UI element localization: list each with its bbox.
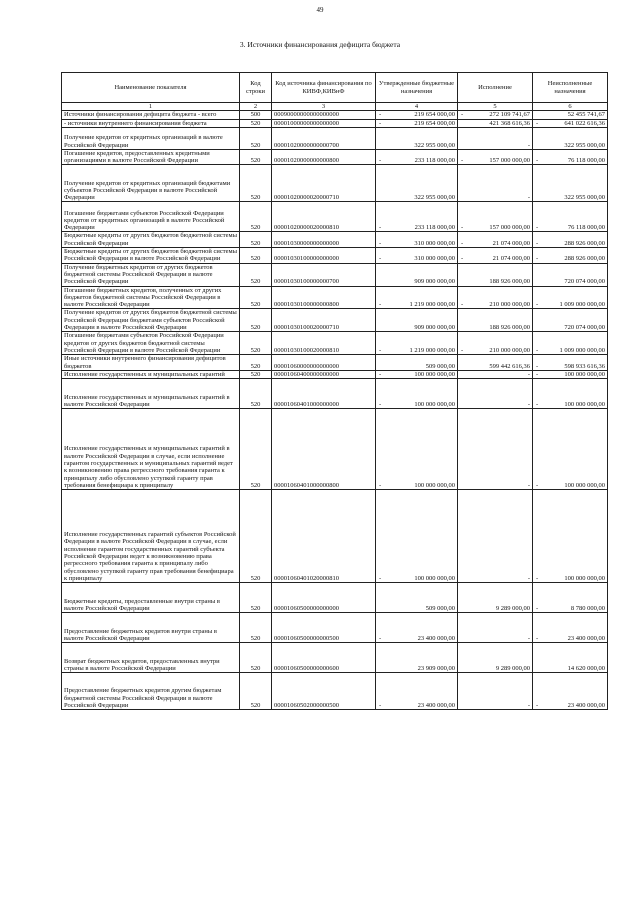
executed-amount: [458, 355, 533, 371]
amount-value: 100 000 000,00: [564, 370, 605, 378]
line-code: 520: [240, 248, 272, 264]
amount-value: -: [527, 194, 530, 202]
table-row: [62, 165, 608, 202]
amount-value: 23 400 000,00: [417, 701, 455, 709]
unexecuted-amount: [533, 613, 608, 643]
amount-value: 598 933 616,36: [564, 362, 605, 370]
minus-sign: -: [379, 346, 382, 354]
minus-sign: -: [461, 346, 464, 354]
source-code: 00001060401000000000: [272, 379, 376, 409]
minus-sign: -: [536, 400, 539, 408]
amount-value: 641 022 616,36: [564, 119, 605, 127]
approved-amount: [376, 149, 458, 165]
table-row: [62, 332, 608, 355]
executed-amount: [458, 248, 533, 264]
table-row: [62, 232, 608, 248]
section-title: 3. Источники финансирования дефицита бюджета: [239, 40, 401, 49]
amount-value: 188 926 000,00: [489, 278, 530, 286]
amount-value: 1 009 000 000,00: [559, 346, 605, 354]
unexecuted-amount: [533, 149, 608, 165]
amount-value: 322 955 000,00: [564, 141, 605, 149]
table-row: [62, 613, 608, 643]
amount-value: 14 620 000,00: [567, 664, 605, 672]
minus-sign: -: [379, 574, 382, 582]
table-body: [62, 111, 608, 710]
indicator-name: Получение кредитов от кредитных организаций в валюте Российской Федерации: [62, 127, 240, 149]
minus-sign: -: [536, 701, 539, 709]
minus-sign: -: [536, 255, 539, 263]
unexecuted-amount: [533, 309, 608, 332]
minus-sign: -: [461, 255, 464, 263]
table-row: [62, 149, 608, 165]
source-code: 00001020000000000700: [272, 127, 376, 149]
approved-amount: [376, 119, 458, 127]
amount-value: -: [527, 634, 530, 642]
amount-value: -: [527, 400, 530, 408]
executed-amount: [458, 309, 533, 332]
line-code: 520: [240, 673, 272, 710]
executed-amount: [458, 127, 533, 149]
amount-value: 233 118 000,00: [414, 157, 455, 165]
executed-amount: [458, 643, 533, 673]
amount-value: 23 400 000,00: [567, 634, 605, 642]
source-code: 00001060400000000000: [272, 370, 376, 378]
amount-value: -: [527, 574, 530, 582]
amount-value: 100 000 000,00: [564, 400, 605, 408]
minus-sign: -: [379, 400, 382, 408]
table-header-row: [62, 73, 608, 103]
unexecuted-amount: [533, 202, 608, 232]
table-row: [62, 127, 608, 149]
source-code: 00001030100000000000: [272, 248, 376, 264]
approved-amount: [376, 127, 458, 149]
line-code: 520: [240, 286, 272, 309]
minus-sign: -: [379, 701, 382, 709]
unexecuted-amount: [533, 370, 608, 378]
financing-sources-table: [61, 72, 608, 710]
approved-amount: [376, 673, 458, 710]
source-code: 00090000000000000000: [272, 111, 376, 119]
source-code: 00001060500000000000: [272, 583, 376, 613]
source-code: 00001060000000000000: [272, 355, 376, 371]
amount-value: 76 118 000,00: [567, 157, 605, 165]
source-code: 00001000000000000000: [272, 119, 376, 127]
approved-amount: [376, 309, 458, 332]
minus-sign: -: [536, 370, 539, 378]
executed-amount: [458, 673, 533, 710]
column-numbers-row: [62, 103, 608, 111]
approved-amount: [376, 583, 458, 613]
amount-value: 720 074 000,00: [564, 324, 605, 332]
approved-amount: [376, 613, 458, 643]
executed-amount: [458, 202, 533, 232]
source-code: 00001020000020000710: [272, 165, 376, 202]
approved-amount: [376, 232, 458, 248]
table-row: [62, 202, 608, 232]
amount-value: 288 926 000,00: [564, 255, 605, 263]
line-code: 520: [240, 232, 272, 248]
amount-value: 272 109 741,67: [489, 111, 530, 119]
minus-sign: -: [379, 239, 382, 247]
amount-value: 509 000,00: [425, 362, 455, 370]
executed-amount: [458, 165, 533, 202]
page-number: 49: [316, 6, 324, 14]
minus-sign: -: [536, 224, 539, 232]
table-row: [62, 248, 608, 264]
minus-sign: -: [379, 634, 382, 642]
approved-amount: [376, 490, 458, 583]
amount-value: 21 074 000,00: [492, 255, 530, 263]
unexecuted-amount: [533, 263, 608, 286]
line-code: 520: [240, 370, 272, 378]
minus-sign: -: [461, 111, 464, 119]
header-executed: Исполнение: [458, 73, 533, 103]
table-row: [62, 673, 608, 710]
column-number: 1: [62, 103, 240, 111]
amount-value: 100 000 000,00: [414, 370, 455, 378]
amount-value: 322 955 000,00: [564, 194, 605, 202]
executed-amount: [458, 263, 533, 286]
unexecuted-amount: [533, 165, 608, 202]
indicator-name: Получение бюджетных кредитов от других бюджетов бюджетной системы Российской Федерации в валюте Российской Федерации: [62, 263, 240, 286]
amount-value: 23 400 000,00: [417, 634, 455, 642]
minus-sign: -: [536, 481, 539, 489]
amount-value: 157 000 000,00: [489, 157, 530, 165]
amount-value: 76 118 000,00: [567, 224, 605, 232]
minus-sign: -: [536, 634, 539, 642]
amount-value: 8 780 000,00: [570, 604, 605, 612]
source-code: 00001060500000000600: [272, 643, 376, 673]
amount-value: 210 000 000,00: [489, 301, 530, 309]
amount-value: 322 955 000,00: [414, 194, 455, 202]
executed-amount: [458, 370, 533, 378]
table-row: [62, 119, 608, 127]
amount-value: 720 074 000,00: [564, 278, 605, 286]
amount-value: -: [527, 481, 530, 489]
minus-sign: -: [536, 157, 539, 165]
approved-amount: [376, 332, 458, 355]
unexecuted-amount: [533, 248, 608, 264]
line-code: 520: [240, 613, 272, 643]
minus-sign: -: [536, 301, 539, 309]
source-code: 00001030100020000710: [272, 309, 376, 332]
amount-value: -: [527, 370, 530, 378]
table-row: [62, 490, 608, 583]
executed-amount: [458, 379, 533, 409]
indicator-name: Исполнение государственных и муниципальных гарантий в валюте Российской Федерации в случае, если исполнение гарантом государственных и муниципальных гарантий ведет к возникновению права регрессного требования гаранта к принципалу либо обусловлено уступкой гаранту прав требования бенефициара к принципалу: [62, 409, 240, 490]
indicator-name: Предоставление бюджетных кредитов внутри страны в валюте Российской Федерации: [62, 613, 240, 643]
header-approved: Утвержденные бюджетные назначения: [376, 73, 458, 103]
executed-amount: [458, 232, 533, 248]
source-code: 00001060502000000500: [272, 673, 376, 710]
minus-sign: -: [536, 119, 539, 127]
indicator-name: Исполнение государственных гарантий субъектов Российской Федерации в валюте Российской Федерации в случае, если исполнение гарантом государственных гарантий субъекта Российской Федерации ведет к возникновению права регрессного требования гаранта к принципалу либо обусловлено уступкой гаранту прав требования бенефициара к принципалу: [62, 490, 240, 583]
amount-value: 100 000 000,00: [414, 481, 455, 489]
column-number: 3: [272, 103, 376, 111]
table-row: [62, 583, 608, 613]
source-code: 00001020000020000810: [272, 202, 376, 232]
source-code: 00001020000000000800: [272, 149, 376, 165]
minus-sign: -: [379, 370, 382, 378]
minus-sign: -: [379, 119, 382, 127]
amount-value: 100 000 000,00: [414, 574, 455, 582]
minus-sign: -: [461, 157, 464, 165]
amount-value: 509 000,00: [425, 604, 455, 612]
approved-amount: [376, 165, 458, 202]
source-code: 00001030000000000000: [272, 232, 376, 248]
indicator-name: Исполнение государственных и муниципальных гарантий: [62, 370, 240, 378]
amount-value: 23 909 000,00: [417, 664, 455, 672]
approved-amount: [376, 409, 458, 490]
executed-amount: [458, 409, 533, 490]
amount-value: 210 000 000,00: [489, 346, 530, 354]
indicator-name: Получение кредитов от кредитных организаций бюджетами субъектов Российской Федерации в валюте Российской Федерации: [62, 165, 240, 202]
executed-amount: [458, 613, 533, 643]
table-row: [62, 286, 608, 309]
minus-sign: -: [379, 111, 382, 119]
amount-value: 1 009 000 000,00: [559, 301, 605, 309]
unexecuted-amount: [533, 643, 608, 673]
minus-sign: -: [536, 604, 539, 612]
line-code: 520: [240, 119, 272, 127]
source-code: 00001060401000000800: [272, 409, 376, 490]
unexecuted-amount: [533, 490, 608, 583]
amount-value: 219 654 000,00: [414, 119, 455, 127]
line-code: 520: [240, 332, 272, 355]
table-row: [62, 111, 608, 119]
minus-sign: -: [536, 362, 539, 370]
column-number: 5: [458, 103, 533, 111]
line-code: 520: [240, 202, 272, 232]
column-number: 6: [533, 103, 608, 111]
amount-value: 909 000 000,00: [414, 324, 455, 332]
amount-value: 188 926 000,00: [489, 324, 530, 332]
indicator-name: Бюджетные кредиты, предоставленные внутри страны в валюте Российской Федерации: [62, 583, 240, 613]
unexecuted-amount: [533, 232, 608, 248]
unexecuted-amount: [533, 127, 608, 149]
amount-value: 23 400 000,00: [567, 701, 605, 709]
approved-amount: [376, 355, 458, 371]
indicator-name: Погашение бюджетных кредитов, полученных от других бюджетов бюджетной системы Российской Федерации в валюте Российской Федерации: [62, 286, 240, 309]
table-row: [62, 370, 608, 378]
executed-amount: [458, 332, 533, 355]
table-row: [62, 643, 608, 673]
amount-value: 100 000 000,00: [564, 574, 605, 582]
line-code: 520: [240, 127, 272, 149]
minus-sign: -: [379, 224, 382, 232]
approved-amount: [376, 379, 458, 409]
source-code: 00001030100000000800: [272, 286, 376, 309]
unexecuted-amount: [533, 583, 608, 613]
line-code: 520: [240, 263, 272, 286]
indicator-name: Погашение бюджетами субъектов Российской Федерации кредитов от других бюджетов бюджетной системы Российской Федерации в валюте Российской Федерации: [62, 332, 240, 355]
minus-sign: -: [379, 301, 382, 309]
source-code: 00001060500000000500: [272, 613, 376, 643]
amount-value: 1 219 000 000,00: [409, 301, 455, 309]
amount-value: 310 000 000,00: [414, 255, 455, 263]
amount-value: 52 455 741,67: [567, 111, 605, 119]
indicator-name: Предоставление бюджетных кредитов другим бюджетам бюджетной системы Российской Федерации в валюте Российской Федерации: [62, 673, 240, 710]
line-code: 520: [240, 149, 272, 165]
approved-amount: [376, 286, 458, 309]
executed-amount: [458, 119, 533, 127]
minus-sign: -: [536, 346, 539, 354]
minus-sign: -: [379, 255, 382, 263]
indicator-name: Погашение бюджетами субъектов Российской Федерации кредитов от кредитных организаций в валюте Российской Федерации: [62, 202, 240, 232]
minus-sign: -: [536, 574, 539, 582]
amount-value: 233 118 000,00: [414, 224, 455, 232]
line-code: 520: [240, 643, 272, 673]
indicator-name: Бюджетные кредиты от других бюджетов бюджетной системы Российской Федерации в валюте Российской Федерации: [62, 248, 240, 264]
amount-value: -: [527, 701, 530, 709]
header-line-code: Код строки: [240, 73, 272, 103]
approved-amount: [376, 248, 458, 264]
table-row: [62, 309, 608, 332]
amount-value: 100 000 000,00: [564, 481, 605, 489]
amount-value: 909 000 000,00: [414, 278, 455, 286]
amount-value: 1 219 000 000,00: [409, 346, 455, 354]
amount-value: 21 074 000,00: [492, 239, 530, 247]
approved-amount: [376, 643, 458, 673]
table-row: [62, 409, 608, 490]
line-code: 520: [240, 355, 272, 371]
line-code: 520: [240, 379, 272, 409]
approved-amount: [376, 370, 458, 378]
amount-value: 322 955 000,00: [414, 141, 455, 149]
executed-amount: [458, 286, 533, 309]
header-indicator-name: Наименование показателя: [62, 73, 240, 103]
line-code: 500: [240, 111, 272, 119]
line-code: 520: [240, 490, 272, 583]
minus-sign: -: [461, 301, 464, 309]
header-unexecuted: Неисполненные назначения: [533, 73, 608, 103]
amount-value: -: [527, 141, 530, 149]
indicator-name: Бюджетные кредиты от других бюджетов бюджетной системы Российской Федерации: [62, 232, 240, 248]
indicator-name: Источники финансирования дефицита бюджета - всего: [62, 111, 240, 119]
indicator-name: Исполнение государственных и муниципальных гарантий в валюте Российской Федерации: [62, 379, 240, 409]
executed-amount: [458, 583, 533, 613]
unexecuted-amount: [533, 673, 608, 710]
source-code: 00001030100000000700: [272, 263, 376, 286]
amount-value: 9 289 000,00: [495, 664, 530, 672]
unexecuted-amount: [533, 332, 608, 355]
unexecuted-amount: [533, 119, 608, 127]
table-row: [62, 263, 608, 286]
amount-value: 219 654 000,00: [414, 111, 455, 119]
unexecuted-amount: [533, 355, 608, 371]
line-code: 520: [240, 583, 272, 613]
minus-sign: -: [461, 224, 464, 232]
unexecuted-amount: [533, 286, 608, 309]
minus-sign: -: [461, 239, 464, 247]
indicator-name: Погашение кредитов, предоставленных кредитными организациями в валюте Российской Федерации: [62, 149, 240, 165]
approved-amount: [376, 202, 458, 232]
amount-value: 9 289 000,00: [495, 604, 530, 612]
amount-value: 157 000 000,00: [489, 224, 530, 232]
amount-value: 421 368 616,36: [489, 119, 530, 127]
indicator-name: Возврат бюджетных кредитов, предоставленных внутри страны в валюте Российской Федерации: [62, 643, 240, 673]
approved-amount: [376, 263, 458, 286]
executed-amount: [458, 149, 533, 165]
amount-value: 599 442 616,36: [489, 362, 530, 370]
minus-sign: -: [379, 481, 382, 489]
amount-value: 100 000 000,00: [414, 400, 455, 408]
line-code: 520: [240, 309, 272, 332]
unexecuted-amount: [533, 379, 608, 409]
unexecuted-amount: [533, 111, 608, 119]
line-code: 520: [240, 165, 272, 202]
unexecuted-amount: [533, 409, 608, 490]
header-source-code: Код источника финансирования по КИВФ,КИВнФ: [272, 73, 376, 103]
amount-value: 288 926 000,00: [564, 239, 605, 247]
approved-amount: [376, 111, 458, 119]
table-row: [62, 379, 608, 409]
amount-value: 310 000 000,00: [414, 239, 455, 247]
column-number: 4: [376, 103, 458, 111]
column-number: 2: [240, 103, 272, 111]
executed-amount: [458, 490, 533, 583]
indicator-name: Иные источники внутреннего финансирования дефицитов бюджетов: [62, 355, 240, 371]
minus-sign: -: [379, 157, 382, 165]
minus-sign: -: [536, 239, 539, 247]
line-code: 520: [240, 409, 272, 490]
executed-amount: [458, 111, 533, 119]
source-code: 00001060401020000810: [272, 490, 376, 583]
table-row: [62, 355, 608, 371]
indicator-name: - источники внутреннего финансирования бюджета: [62, 119, 240, 127]
indicator-name: Получение кредитов от других бюджетов бюджетной системы Российской Федерации бюджетами субъектов Российской Федерации в валюте Российской Федерации: [62, 309, 240, 332]
source-code: 00001030100020000810: [272, 332, 376, 355]
